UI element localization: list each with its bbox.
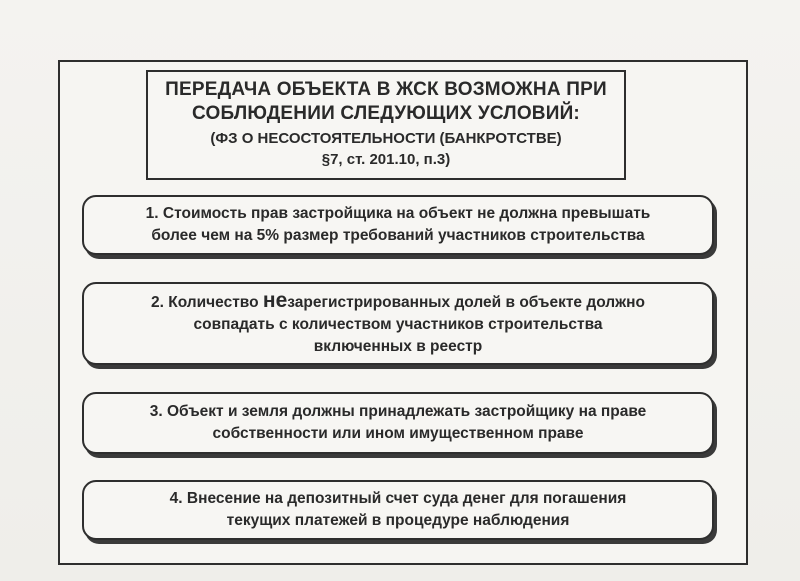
header-line-3: (ФЗ О НЕСОСТОЯТЕЛЬНОСТИ (БАНКРОТСТВЕ) (210, 130, 562, 147)
header-line-2: СОБЛЮДЕНИИ СЛЕДУЮЩИХ УСЛОВИЙ: (192, 103, 580, 124)
header-line-1: ПЕРЕДАЧА ОБЪЕКТА В ЖСК ВОЗМОЖНА ПРИ (165, 79, 607, 100)
condition-2-suffix: зарегистрированных долей в объекте должно (287, 293, 645, 311)
header-line-4: §7, ст. 201.10, п.3) (321, 151, 451, 168)
condition-2-box (82, 282, 714, 365)
condition-4-line-1: 4. Внесение на депозитный счет суда денег для погашения (169, 490, 627, 507)
condition-3-box (82, 392, 714, 454)
condition-1-line-2: более чем на 5% размер требований участников строительства (151, 227, 645, 244)
condition-2-line-3: включенных в реестр (313, 337, 483, 355)
condition-1-box (82, 195, 714, 255)
condition-4-line-2: текущих платежей в процедуре наблюдения (226, 512, 570, 529)
condition-1-line-1: 1. Стоимость прав застройщика на объект не должна превышать (145, 205, 651, 222)
condition-3-line-1: 3. Объект и земля должны принадлежать застройщику на праве (149, 403, 647, 420)
condition-2-line-2: совпадать с количеством участников строительства (193, 315, 603, 333)
condition-2-emphasis: не (262, 288, 288, 312)
header-box (146, 70, 626, 180)
condition-3-line-2: собственности или ином имущественном праве (212, 425, 584, 442)
condition-2-line-1 (151, 290, 645, 314)
condition-2-prefix: 2. Количество (151, 293, 263, 311)
condition-4-box (82, 480, 714, 540)
